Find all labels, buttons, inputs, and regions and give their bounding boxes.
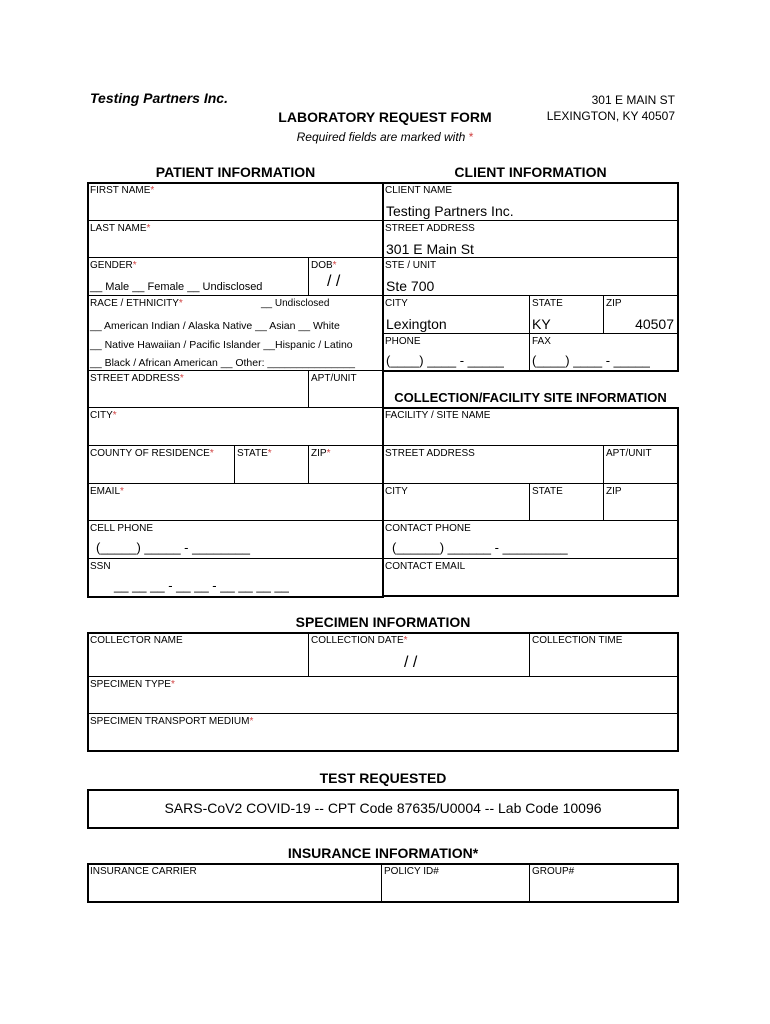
collector-name-label: COLLECTOR NAME xyxy=(90,635,183,646)
patient-apt-field[interactable] xyxy=(309,385,383,407)
policy-id-label: POLICY ID# xyxy=(384,866,439,877)
patient-zip-label: ZIP* xyxy=(311,448,331,459)
patient-apt-label: APT/UNIT xyxy=(311,373,357,384)
facility-heading: COLLECTION/FACILITY SITE INFORMATION xyxy=(394,390,667,405)
last-name-field[interactable] xyxy=(88,236,383,257)
client-city-value[interactable]: Lexington xyxy=(386,316,447,332)
gender-options[interactable]: __ Male __ Female __ Undisclosed xyxy=(90,281,263,293)
patient-street-field[interactable] xyxy=(88,385,308,407)
collection-date-field[interactable]: / / xyxy=(404,654,418,671)
client-name-value[interactable]: Testing Partners Inc. xyxy=(386,203,514,219)
contact-phone-field[interactable]: (______) ______ - _________ xyxy=(392,540,568,555)
client-ste-value[interactable]: Ste 700 xyxy=(386,278,435,294)
required-note xyxy=(0,130,770,144)
test-heading: TEST REQUESTED xyxy=(319,770,447,786)
patient-city-field[interactable] xyxy=(88,422,383,445)
facility-zip-label: ZIP xyxy=(606,486,622,497)
client-fax-field[interactable]: (____) ____ - _____ xyxy=(532,353,650,368)
client-zip-label: ZIP xyxy=(606,298,622,309)
client-ste-label: STE / UNIT xyxy=(385,260,437,271)
collection-time-label: COLLECTION TIME xyxy=(532,635,623,646)
client-city-label: CITY xyxy=(385,298,408,309)
client-zip-value[interactable]: 40507 xyxy=(635,316,674,332)
insurance-heading: INSURANCE INFORMATION* xyxy=(287,845,479,861)
specimen-table xyxy=(87,632,679,752)
county-label: COUNTY OF RESIDENCE* xyxy=(90,448,214,459)
patient-city-label: CITY* xyxy=(90,410,117,421)
email-field[interactable] xyxy=(88,498,383,520)
dob-field[interactable]: / / xyxy=(327,273,341,290)
facility-apt-label: APT/UNIT xyxy=(606,448,652,459)
dob-label: DOB* xyxy=(311,260,337,271)
client-phone-field[interactable]: (____) ____ - _____ xyxy=(386,353,504,368)
specimen-heading: SPECIMEN INFORMATION xyxy=(295,614,471,630)
first-name-field[interactable] xyxy=(88,198,383,220)
patient-state-label: STATE* xyxy=(237,448,272,459)
form-title: LABORATORY REQUEST FORM xyxy=(278,109,492,125)
address-line2: LEXINGTON, KY 40507 xyxy=(546,109,675,123)
race-options-line3[interactable]: __ Black / African American __ Other: _______________ xyxy=(90,357,356,369)
client-street-value[interactable]: 301 E Main St xyxy=(386,241,474,257)
contact-email-field[interactable] xyxy=(383,573,678,596)
ssn-label: SSN xyxy=(90,561,111,572)
company-name: Testing Partners Inc. xyxy=(90,90,228,106)
client-street-label: STREET ADDRESS xyxy=(385,223,475,234)
client-name-label: CLIENT NAME xyxy=(385,185,453,196)
patient-heading: PATIENT INFORMATION xyxy=(155,164,316,180)
first-name-label: FIRST NAME* xyxy=(90,185,155,196)
facility-street-label: STREET ADDRESS xyxy=(385,448,475,459)
collection-date-label: COLLECTION DATE* xyxy=(311,635,408,646)
facility-name-label: FACILITY / SITE NAME xyxy=(385,410,491,421)
insurance-carrier-label: INSURANCE CARRIER xyxy=(90,866,197,877)
email-label: EMAIL* xyxy=(90,486,124,497)
last-name-label: LAST NAME* xyxy=(90,223,151,234)
facility-city-label: CITY xyxy=(385,486,408,497)
gender-label: GENDER* xyxy=(90,260,137,271)
contact-phone-label: CONTACT PHONE xyxy=(385,523,471,534)
patient-street-label: STREET ADDRESS* xyxy=(90,373,184,384)
race-options-line1[interactable]: __ American Indian / Alaska Native __ Asian __ White xyxy=(90,320,340,332)
client-heading: CLIENT INFORMATION xyxy=(454,164,607,180)
required-note-text: Required fields are marked with xyxy=(296,130,466,144)
group-label: GROUP# xyxy=(532,866,575,877)
contact-email-label: CONTACT EMAIL xyxy=(385,561,466,572)
transport-medium-label: SPECIMEN TRANSPORT MEDIUM* xyxy=(90,716,254,727)
facility-state-label: STATE xyxy=(532,486,563,497)
required-star: * xyxy=(468,130,474,144)
test-value: SARS-CoV2 COVID-19 -- CPT Code 87635/U0004 -- Lab Code 10096 xyxy=(164,800,602,816)
client-state-value[interactable]: KY xyxy=(532,316,551,332)
client-fax-label: FAX xyxy=(532,336,551,347)
ssn-field[interactable]: __ __ __ - __ __ - __ __ __ __ xyxy=(114,578,289,593)
client-phone-label: PHONE xyxy=(385,336,421,347)
facility-name-field[interactable] xyxy=(383,422,678,445)
address-line1: 301 E MAIN ST xyxy=(591,93,675,107)
race-label: RACE / ETHNICITY* xyxy=(90,298,183,309)
race-options-line2[interactable]: __ Native Hawaiian / Pacific Islander __Hispanic / Latino xyxy=(90,339,353,351)
cell-phone-field[interactable]: (_____) _____ - ________ xyxy=(96,540,250,555)
cell-phone-label: CELL PHONE xyxy=(90,523,153,534)
race-undisclosed-option[interactable]: __ Undisclosed xyxy=(261,298,330,309)
client-state-label: STATE xyxy=(532,298,563,309)
specimen-type-label: SPECIMEN TYPE* xyxy=(90,679,175,690)
